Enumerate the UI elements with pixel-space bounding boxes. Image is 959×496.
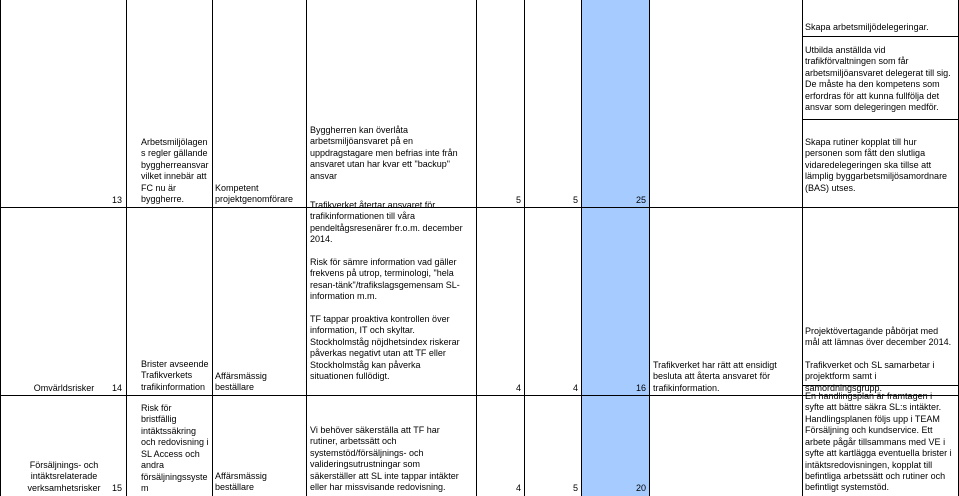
risk-description: Risk för sämre information vad gäller frekvens på utrop, terminologi, "hela resan-tänk"/trafikslagsgemensam SL- information m.m. (310, 257, 460, 302)
risk-description: Byggherren kan överlåta arbetsmiljöansvaret på en uppdragstagare men befrias inte från ansvaret utan har kvar ett "backup" ansvar (310, 125, 458, 181)
risk-cause: Kompetent projektgenomförare (215, 183, 294, 205)
risk-title: Brister avseende Trafikverkets trafikinformation (141, 359, 209, 392)
probability-value: 4 (515, 383, 521, 393)
row-id: 14 (111, 383, 122, 393)
risk-description: TF tappar proaktiva kontrollen över information, IT och skyltar. Stockholmståg nöjdhetsindex riskerar påverkas negativt utan att TF eller Stockholmståg kan påverka situationen fullödigt. (310, 314, 460, 382)
row-id: 15 (111, 483, 122, 493)
risk-cause: Affärsmässig beställare (215, 371, 267, 393)
grid-line (0, 0, 1, 496)
action: Projektövertagande påbörjat med mål att lämnas över december 2014. (805, 326, 952, 348)
risk-category: Omvärldsrisker (33, 383, 95, 393)
row-id: 13 (111, 195, 122, 205)
cell-divider (802, 119, 959, 120)
action: En handlingsplan är framtagen i syfte att bättre säkra SL:s intäkter. Handlingsplanen följs upp i TEAM Försäljning och kundservice. Ett arbete pågår tillsammans med VE i syfte att kartlägga eventuella brister i intäktsredovisningen, kopplat till befintliga arbetssätt och rutiner och befintligt systemstöd. (805, 391, 952, 493)
grid-line (802, 0, 803, 496)
action: Trafikverket och SL samarbetar i projektform samt i samordningsgrupp. (805, 360, 935, 393)
action: Skapa arbetsmiljödelegeringar. (805, 22, 929, 32)
risk-value: 16 (635, 383, 646, 393)
grid-line (649, 0, 650, 496)
consequence-value: 4 (572, 383, 578, 393)
row-divider (0, 207, 959, 208)
risk-value: 25 (635, 195, 646, 205)
risk-description: Trafikverket återtar ansvaret för trafikinformationen till våra pendeltågsresenärer fr.o.m. december 2014. (310, 200, 463, 245)
risk-title: Risk för bristfällig intäktssäkring och redovisning i SL Access och andra försäljningssyste m (141, 403, 209, 493)
grid-line (524, 0, 525, 496)
risk-cause: Affärsmässig beställare (215, 471, 267, 493)
cell-divider (802, 36, 959, 37)
grid-line (306, 0, 307, 496)
probability-value: 5 (515, 195, 521, 205)
responsible-note: Trafikverket har rätt att ensidigt besluta att återta ansvaret för trafikinformation. (653, 360, 777, 393)
grid-line (476, 0, 477, 496)
grid-line (581, 0, 582, 496)
consequence-value: 5 (572, 195, 578, 205)
grid-line (212, 0, 213, 496)
probability-value: 4 (515, 483, 521, 493)
risk-category: Försäljnings- och intäktsrelaterade verksamhetsrisker (27, 460, 101, 493)
action: Skapa rutiner kopplat till hur personen som fått den slutliga vidaredelegeringen ska tillse att lämplig byggarbetsmiljösamordnare (BAS) utses. (805, 137, 948, 193)
grid-line (126, 0, 127, 496)
risk-value-column-highlight (581, 0, 649, 496)
risk-value: 20 (635, 483, 646, 493)
action: Utbilda anställda vid trafikförvaltningen som får arbetsmiljöansvaret delegerat till sig. De måste ha den kompetens som erfordras för att kunna fullfölja det ansvar som delegeringen medför. (805, 45, 951, 113)
risk-description: Vi behöver säkerställa att TF har rutiner, arbetssätt och systemstöd/försäljnings- och valideringsutrustningar som säkerställer att SL inte tappar intäkter eller har missvisande redovisning. (310, 425, 459, 493)
consequence-value: 5 (572, 483, 578, 493)
risk-title: Arbetsmiljölagen s regler gällande byggherreansvar vilket innebär att FC nu är byggherre. (141, 137, 209, 205)
